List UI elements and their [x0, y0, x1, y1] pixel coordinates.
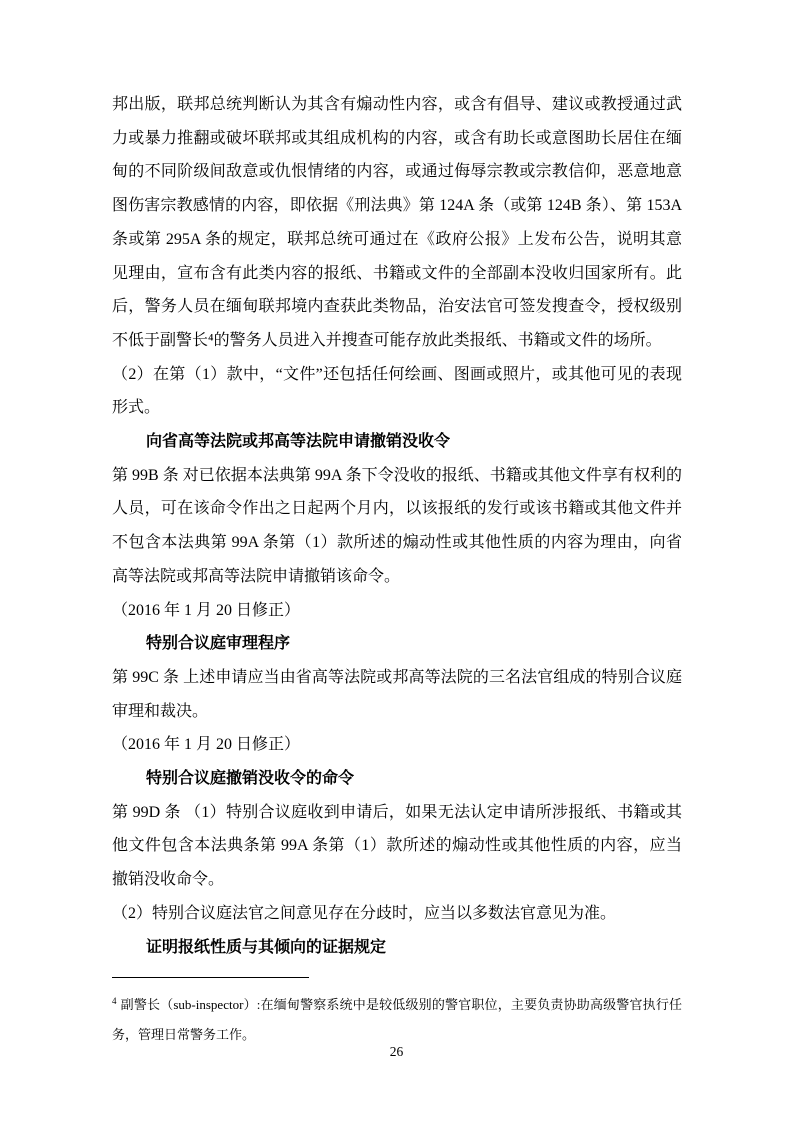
page-number: 26: [389, 1044, 404, 1059]
paragraph: 第 99B 条 对已依据本法典第 99A 条下令没收的报纸、书籍或其他文件享有权利的人员，可在该命令作出之日起两个月内，以该报纸的发行或该书籍或其他文件并不包含本法典第 99A 条第（1）款所述的煽动性或其他性质的内容为理由，向省高等法院或邦高等法院申请撤销该命令。: [112, 466, 682, 585]
section-heading: 特别合议庭撤销没收令的命令: [146, 770, 355, 788]
footnote-marker: 4: [112, 995, 117, 1006]
section-heading: 证明报纸性质与其倾向的证据规定: [146, 938, 387, 956]
paragraph: 第 99C 条 上述申请应当由省高等法院或邦高等法院的三名法官组成的特别合议庭审理和裁决。: [112, 668, 682, 720]
footnote: [112, 977, 682, 1050]
amendment-note: （2016 年 1 月 20 日修正）: [112, 601, 301, 619]
amendment-note: （2016 年 1 月 20 日修正）: [112, 736, 301, 754]
footnote-body-text: 副警长（sub-inspector）:在缅甸警察系统中是较低级别的警官职位，主要负责协助高级警官执行任务，管理日常警务工作。: [112, 997, 682, 1042]
paragraph: 第 99D 条 （1）特别合议庭收到申请后，如果无法认定申请所涉报纸、书籍或其他文件包含本法典条第 99A 条第（1）款所述的煽动性或其他性质的内容，应当撤销没收命令。: [112, 803, 682, 889]
paragraph: （2）特别合议庭法官之间意见存在分歧时，应当以多数法官意见为准。: [112, 904, 617, 922]
footnote-text: [112, 990, 682, 1050]
footnote-rule: [112, 977, 309, 978]
document-body: [112, 88, 682, 964]
section-heading: 向省高等法院或邦高等法院申请撤销没收令: [146, 433, 451, 451]
paragraph: （2）在第（1）款中，“文件”还包括任何绘画、图画或照片，或其他可见的表现形式。: [112, 365, 682, 417]
paragraph: 邦出版，联邦总统判断认为其含有煽动性内容，或含有倡导、建议或教授通过武力或暴力推翻或破坏联邦或其组成机构的内容，或含有助长或意图助长居住在缅甸的不同阶级间敌意或仇恨情绪的内容，或通过侮辱宗教或宗教信仰，恶意地意图伤害宗教感情的内容，即依据《刑法典》第 124A 条（或第 124B 条）、第 153A 条或第 295A 条的规定，联邦总统可通过在《政府公报》上发布公告，说明其意见理由，宣布含有此类内容的报纸、书籍或文件的全部副本没收归国家所有。此后，警务人员在缅甸联邦境内查获此类物品，治安法官可签发搜查令，授权级别不低于副警长⁴的警务人员进入并搜查可能存放此类报纸、书籍或文件的场所。: [112, 96, 682, 349]
section-heading: 特别合议庭审理程序: [146, 635, 291, 653]
